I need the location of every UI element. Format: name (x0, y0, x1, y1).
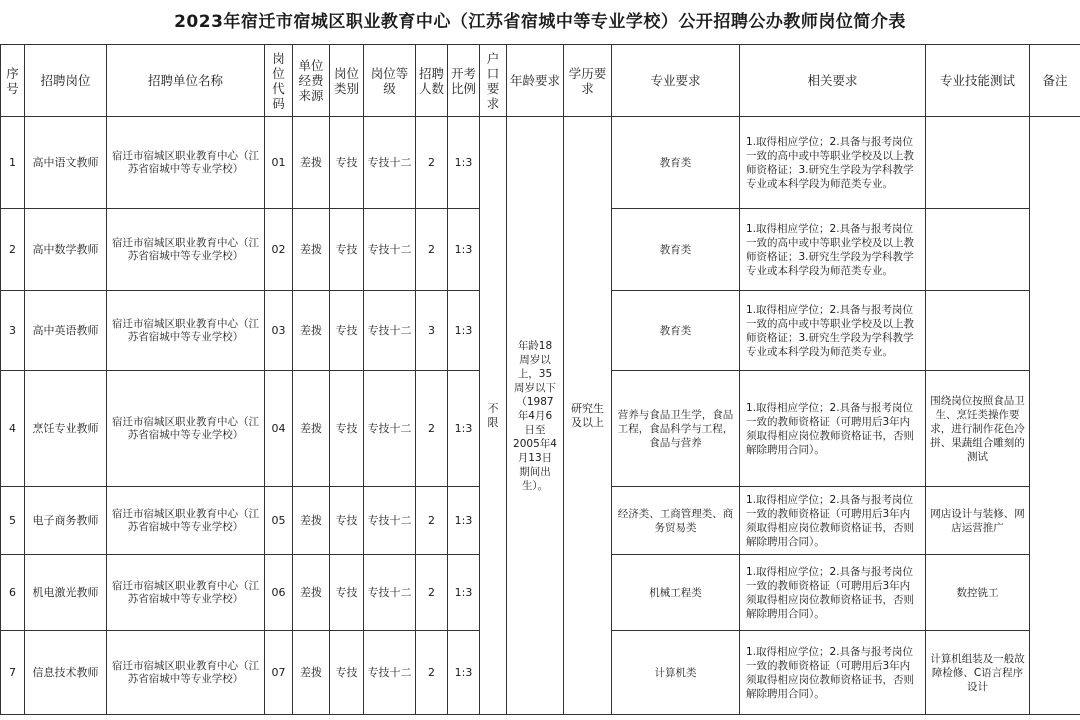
cell-seq: 1 (1, 117, 25, 209)
cell-seq: 6 (1, 555, 25, 631)
cell-position: 高中数学教师 (25, 209, 107, 291)
header-hukou: 户口要求 (480, 45, 507, 117)
header-row (1, 45, 1080, 117)
cell-major: 教育类 (612, 291, 740, 371)
cell-seq: 5 (1, 487, 25, 555)
cell-ratio: 1:3 (448, 555, 480, 631)
cell-ratio: 1:3 (448, 209, 480, 291)
header-ratio: 开考比例 (448, 45, 480, 117)
cell-seq: 7 (1, 631, 25, 715)
cell-grade: 专技十二 (364, 631, 416, 715)
cell-unit: 宿迁市宿城区职业教育中心（江苏省宿城中等专业学校） (107, 117, 265, 209)
cell-count: 3 (416, 291, 448, 371)
cell-related: 1.取得相应学位；2.具备与报考岗位一致的教师资格证（可聘用后3年内须取得相应岗位教师资格证书，否则解除聘用合同）。 (740, 631, 926, 715)
cell-major: 计算机类 (612, 631, 740, 715)
cell-ratio: 1:3 (448, 487, 480, 555)
cell-skill: 网店设计与装修、网店运营推广 (926, 487, 1030, 555)
cell-code: 07 (265, 631, 293, 715)
cell-major: 教育类 (612, 117, 740, 209)
cell-skill: 围绕岗位按照食品卫生、烹饪类操作要求，进行制作花色冷拼、果蔬组合雕刻的测试 (926, 371, 1030, 487)
cell-related: 1.取得相应学位；2.具备与报考岗位一致的高中或中等职业学校及以上教师资格证；3.研究生学段为学科教学专业或本科学段为师范类专业。 (740, 291, 926, 371)
cell-seq: 4 (1, 371, 25, 487)
cell-count: 2 (416, 555, 448, 631)
cell-ratio: 1:3 (448, 631, 480, 715)
header-skill: 专业技能测试 (926, 45, 1030, 117)
cell-count: 2 (416, 371, 448, 487)
cell-hukou-shared: 不限 (480, 117, 507, 715)
cell-major: 经济类、工商管理类、商务贸易类 (612, 487, 740, 555)
cell-grade: 专技十二 (364, 487, 416, 555)
cell-category: 专技 (330, 371, 364, 487)
cell-position: 机电激光教师 (25, 555, 107, 631)
cell-count: 2 (416, 487, 448, 555)
cell-unit: 宿迁市宿城区职业教育中心（江苏省宿城中等专业学校） (107, 555, 265, 631)
cell-category: 专技 (330, 555, 364, 631)
header-major: 专业要求 (612, 45, 740, 117)
header-remark: 备注 (1030, 45, 1080, 117)
cell-skill (926, 117, 1030, 209)
cell-position: 信息技术教师 (25, 631, 107, 715)
header-related: 相关要求 (740, 45, 926, 117)
cell-fund: 差拨 (293, 117, 330, 209)
cell-seq: 2 (1, 209, 25, 291)
cell-code: 03 (265, 291, 293, 371)
cell-code: 04 (265, 371, 293, 487)
cell-grade: 专技十二 (364, 117, 416, 209)
cell-education-shared: 研究生及以上 (564, 117, 612, 715)
cell-grade: 专技十二 (364, 371, 416, 487)
cell-unit: 宿迁市宿城区职业教育中心（江苏省宿城中等专业学校） (107, 487, 265, 555)
page-title: 2023年宿迁市宿城区职业教育中心（江苏省宿城中等专业学校）公开招聘公办教师岗位简介表 (174, 12, 906, 32)
header-fund: 单位经费来源 (293, 45, 330, 117)
cell-grade: 专技十二 (364, 291, 416, 371)
header-count: 招聘人数 (416, 45, 448, 117)
cell-major: 机械工程类 (612, 555, 740, 631)
cell-category: 专技 (330, 209, 364, 291)
cell-code: 06 (265, 555, 293, 631)
cell-ratio: 1:3 (448, 117, 480, 209)
cell-position: 烹饪专业教师 (25, 371, 107, 487)
cell-category: 专技 (330, 117, 364, 209)
positions-table (0, 44, 1080, 715)
cell-related: 1.取得相应学位；2.具备与报考岗位一致的教师资格证（可聘用后3年内须取得相应岗位教师资格证书，否则解除聘用合同）。 (740, 371, 926, 487)
cell-skill: 计算机组装及一般故障检修、C语言程序设计 (926, 631, 1030, 715)
header-code: 岗位代码 (265, 45, 293, 117)
cell-related: 1.取得相应学位；2.具备与报考岗位一致的高中或中等职业学校及以上教师资格证；3.研究生学段为学科教学专业或本科学段为师范类专业。 (740, 117, 926, 209)
cell-skill: 数控铣工 (926, 555, 1030, 631)
cell-major: 教育类 (612, 209, 740, 291)
cell-count: 2 (416, 209, 448, 291)
cell-remark (1030, 117, 1080, 715)
header-seq: 序号 (1, 45, 25, 117)
cell-code: 01 (265, 117, 293, 209)
cell-category: 专技 (330, 487, 364, 555)
cell-category: 专技 (330, 291, 364, 371)
cell-fund: 差拨 (293, 555, 330, 631)
cell-count: 2 (416, 117, 448, 209)
cell-major: 营养与食品卫生学，食品工程，食品科学与工程，食品与营养 (612, 371, 740, 487)
header-age: 年龄要求 (507, 45, 564, 117)
cell-unit: 宿迁市宿城区职业教育中心（江苏省宿城中等专业学校） (107, 291, 265, 371)
header-education: 学历要求 (564, 45, 612, 117)
table-row (1, 117, 1080, 209)
cell-unit: 宿迁市宿城区职业教育中心（江苏省宿城中等专业学校） (107, 631, 265, 715)
cell-code: 02 (265, 209, 293, 291)
cell-related: 1.取得相应学位；2.具备与报考岗位一致的高中或中等职业学校及以上教师资格证；3.研究生学段为学科教学专业或本科学段为师范类专业。 (740, 209, 926, 291)
cell-grade: 专技十二 (364, 555, 416, 631)
cell-unit: 宿迁市宿城区职业教育中心（江苏省宿城中等专业学校） (107, 209, 265, 291)
cell-position: 高中英语教师 (25, 291, 107, 371)
cell-fund: 差拨 (293, 209, 330, 291)
cell-fund: 差拨 (293, 371, 330, 487)
cell-seq: 3 (1, 291, 25, 371)
header-category: 岗位类别 (330, 45, 364, 117)
header-position: 招聘岗位 (25, 45, 107, 117)
cell-related: 1.取得相应学位；2.具备与报考岗位一致的教师资格证（可聘用后3年内须取得相应岗位教师资格证书，否则解除聘用合同）。 (740, 555, 926, 631)
cell-category: 专技 (330, 631, 364, 715)
cell-age-shared: 年龄18周岁以上，35周岁以下（1987年4月6日至2005年4月13日期间出生）。 (507, 117, 564, 715)
cell-position: 高中语文教师 (25, 117, 107, 209)
cell-count: 2 (416, 631, 448, 715)
cell-related: 1.取得相应学位；2.具备与报考岗位一致的教师资格证（可聘用后3年内须取得相应岗位教师资格证书，否则解除聘用合同）。 (740, 487, 926, 555)
header-unit: 招聘单位名称 (107, 45, 265, 117)
cell-fund: 差拨 (293, 487, 330, 555)
cell-fund: 差拨 (293, 291, 330, 371)
cell-fund: 差拨 (293, 631, 330, 715)
cell-grade: 专技十二 (364, 209, 416, 291)
cell-position: 电子商务教师 (25, 487, 107, 555)
cell-ratio: 1:3 (448, 371, 480, 487)
cell-unit: 宿迁市宿城区职业教育中心（江苏省宿城中等专业学校） (107, 371, 265, 487)
header-grade: 岗位等级 (364, 45, 416, 117)
cell-skill (926, 209, 1030, 291)
cell-code: 05 (265, 487, 293, 555)
cell-skill (926, 291, 1030, 371)
cell-ratio: 1:3 (448, 291, 480, 371)
